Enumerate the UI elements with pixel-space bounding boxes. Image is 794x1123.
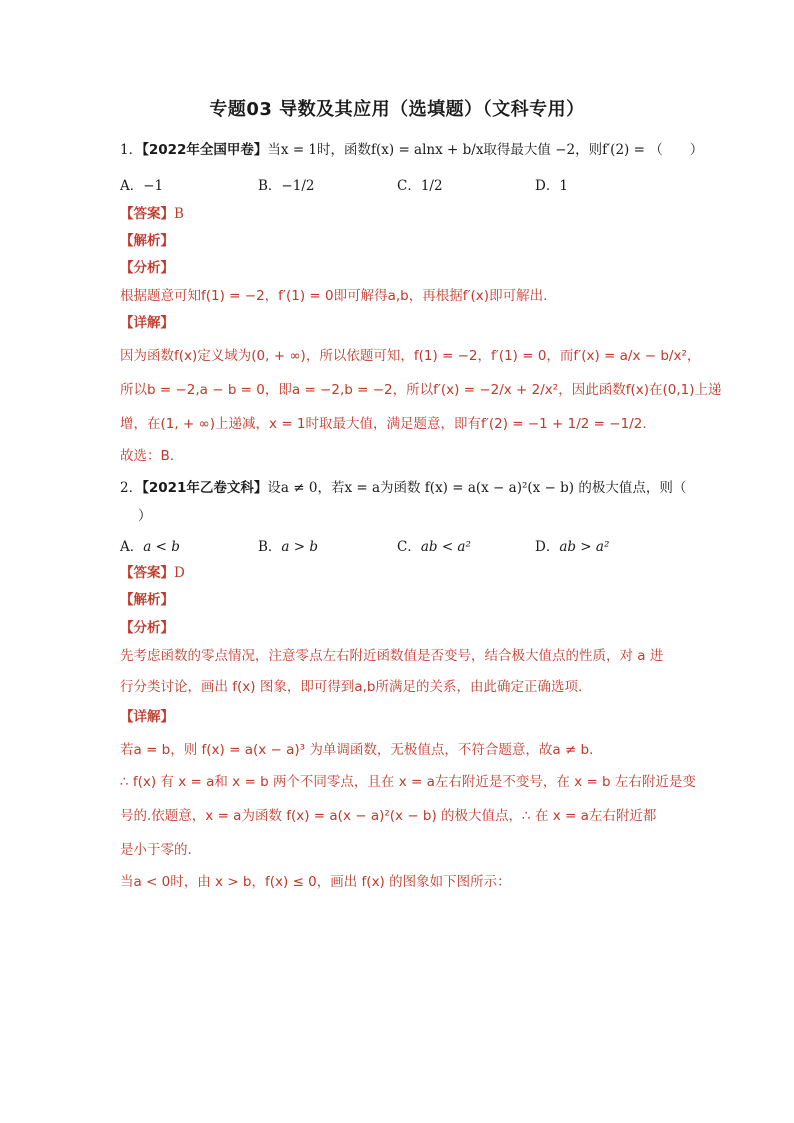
- q1-detail-line-2: 所以b = −2,a − b = 0，即a = −2,b = −2，所以f′(x) = −2/x + 2/x²，因此函数f(x)在(0,1)上递: [120, 382, 722, 398]
- q2-number: 2．: [120, 480, 143, 496]
- q2-detail-line-1: 若a = b，则 f(x) = a(x − a)³ 为单调函数，无极值点，不符合题意，故a ≠ b.: [120, 742, 594, 758]
- q2-fenxi-line-2: 行分类讨论，画出 f(x) 图象，即可得到a,b所满足的关系，由此确定正确选项.: [120, 679, 583, 695]
- q1-analysis-tag: 【解析】: [120, 233, 174, 249]
- q2-detail-line-2: ∴ f(x) 有 x = a和 x = b 两个不同零点，且在 x = a左右附近是不变号，在 x = b 左右附近是变: [120, 774, 696, 790]
- q1-option-c: C．1/2: [397, 178, 443, 194]
- q1-number: 1．: [120, 142, 143, 158]
- q2-answer: 【答案】D: [120, 565, 185, 581]
- q2-stem-1: 设a ≠ 0，若x = a为函数 f(x) = a(x − a)²(x − b) 的极大值点，则（: [267, 480, 687, 496]
- q1-fenxi-text: 根据题意可知f(1) = −2，f′(1) = 0即可解得a,b，再根据f′(x)即可解出.: [120, 288, 548, 304]
- q2-analysis-tag: 【解析】: [120, 592, 174, 608]
- q2-option-d: D．ab > a²: [535, 539, 610, 555]
- q2-source: 【2021年乙卷文科】: [142, 480, 268, 496]
- q1-detail-tag: 【详解】: [120, 315, 174, 331]
- q2-option-a: A．a < b: [120, 539, 180, 555]
- q1-stem: 当x = 1时，函数f(x) = alnx + b/x取得最大值 −2，则f′(2) = （ ）: [267, 142, 704, 158]
- q2-option-c: C．ab < a²: [397, 539, 471, 555]
- q1-stem-line: [120, 140, 704, 160]
- q1-answer: 【答案】B: [120, 206, 184, 222]
- q2-option-b: B．a > b: [258, 539, 319, 555]
- q1-detail-line-1: 因为函数f(x)定义域为(0, + ∞)，所以依题可知，f(1) = −2，f′(1) = 0，而f′(x) = a/x − b/x²，: [120, 348, 701, 364]
- q1-option-b: B．−1/2: [258, 178, 315, 194]
- q1-detail-line-3: 增，在(1, + ∞)上递减，x = 1时取最大值，满足题意，即有f′(2) = −1 + 1/2 = −1/2.: [120, 416, 647, 432]
- q1-option-d: D．1: [535, 178, 568, 194]
- q2-detail-line-5: 当a < 0时，由 x > b，f(x) ≤ 0，画出 f(x) 的图象如下图所示：: [120, 874, 511, 890]
- page-title: 专题03 导数及其应用（选填题）（文科专用）: [209, 99, 585, 120]
- q2-stem-line: [120, 478, 687, 498]
- q2-detail-line-3: 号的.依题意，x = a为函数 f(x) = a(x − a)²(x − b) 的极大值点，∴ 在 x = a左右附近都: [120, 808, 657, 824]
- q2-detail-line-4: 是小于零的.: [120, 842, 192, 858]
- q2-fenxi-line-1: 先考虑函数的零点情况，注意零点左右附近函数值是否变号，结合极大值点的性质，对 a 进: [120, 648, 664, 664]
- q1-source: 【2022年全国甲卷】: [142, 142, 268, 158]
- q2-detail-tag: 【详解】: [120, 709, 174, 725]
- q1-fenxi-tag: 【分析】: [120, 260, 174, 276]
- q1-choose: 故选：B.: [120, 448, 175, 464]
- q2-fenxi-tag: 【分析】: [120, 620, 174, 636]
- q1-option-a: A．−1: [120, 178, 164, 194]
- q2-stem-2: ）: [138, 508, 152, 524]
